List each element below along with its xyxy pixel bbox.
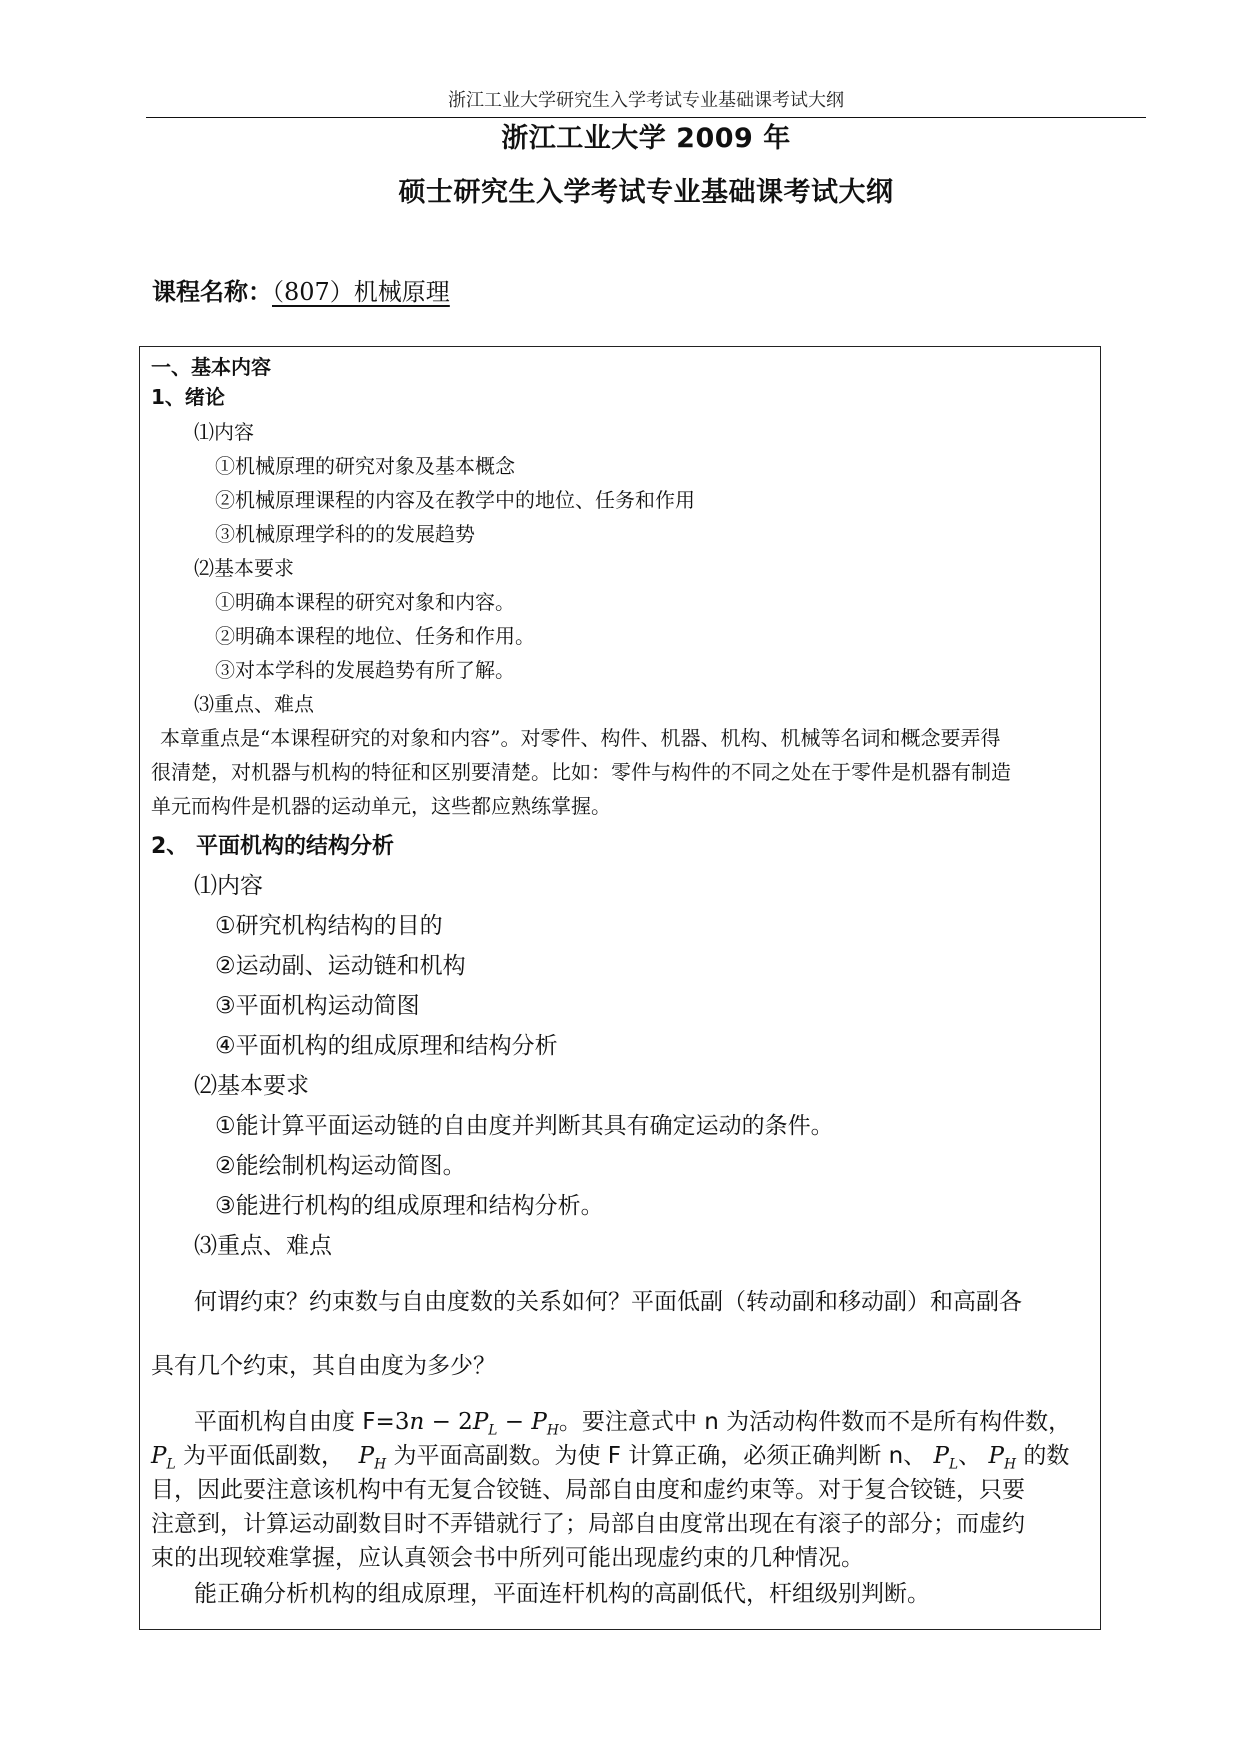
last-line: 能正确分析机构的组成原理，平面连杆机构的高副低代，杆组级别判断。: [194, 1581, 930, 1607]
question-line-2: 具有几个约束，其自由度为多少？: [151, 1353, 496, 1379]
ch2-content-title: ⑴内容: [194, 873, 263, 899]
ch1-key-line: 很清楚，对机器与机构的特征和区别要清楚。比如：零件与构件的不同之处在于零件是机器有制造: [151, 760, 1011, 784]
ch2-content-item: ③平面机构运动简图: [215, 993, 420, 1019]
ch2-req-item: ②能绘制机构运动简图。: [215, 1153, 466, 1179]
ch2-content-item: ②运动副、运动链和机构: [215, 953, 466, 979]
paragraph-line-4: 注意到，计算运动副数目时不弄错就行了；局部自由度常出现在有滚子的部分；而虚约: [151, 1511, 1025, 1537]
section-heading: 一、基本内容: [151, 355, 271, 379]
ch1-key-line: 本章重点是“本课程研究的对象和内容”。对零件、构件、机器、机构、机械等名词和概念要弄得: [160, 726, 1001, 750]
ch1-req-item: ③对本学科的发展趋势有所了解。: [215, 658, 515, 682]
ch1-content-item: ②机械原理课程的内容及在教学中的地位、任务和作用: [215, 488, 695, 512]
ch1-content-title: ⑴内容: [194, 420, 254, 444]
content-box: [139, 346, 1101, 1630]
paragraph-line-3: 目，因此要注意该机构中有无复合铰链、局部自由度和虚约束等。对于复合铰链，只要: [151, 1477, 1025, 1503]
question-line-1: 何谓约束？约束数与自由度数的关系如何？平面低副（转动副和移动副）和高副各: [194, 1289, 1022, 1315]
ch1-key-line: 单元而构件是机器的运动单元，这些都应熟练掌握。: [151, 794, 611, 818]
ch1-req-title: ⑵基本要求: [194, 556, 294, 580]
ch2-key-title: ⑶重点、难点: [194, 1233, 332, 1259]
title-line-2: 硕士研究生入学考试专业基础课考试大纲: [398, 177, 894, 208]
ch1-key-title: ⑶重点、难点: [194, 692, 314, 716]
ch2-content-item: ④平面机构的组成原理和结构分析: [215, 1033, 558, 1059]
formula-post: 。要注意式中 n 为活动构件数而不是所有构件数，: [558, 1409, 1072, 1435]
page-header: 浙江工业大学研究生入学考试专业基础课考试大纲: [448, 90, 844, 111]
title-line-1: 浙江工业大学 2009 年: [501, 123, 791, 154]
ch1-content-item: ①机械原理的研究对象及基本概念: [215, 454, 515, 478]
ch1-req-item: ②明确本课程的地位、任务和作用。: [215, 624, 535, 648]
paragraph-line-5: 束的出现较难掌握，应认真领会书中所列可能出现虚约束的几种情况。: [151, 1545, 864, 1571]
ch2-req-item: ③能进行机构的组成原理和结构分析。: [215, 1193, 604, 1219]
formula-pre: 平面机构自由度 F=: [194, 1409, 395, 1435]
chapter1-title: 1、绪论: [151, 385, 225, 409]
ch1-content-item: ③机械原理学科的的发展趋势: [215, 522, 475, 546]
course-name: [152, 272, 450, 307]
ch2-req-item: ①能计算平面运动链的自由度并判断其具有确定运动的条件。: [215, 1113, 834, 1139]
formula-line: 平面机构自由度 $F=3n - 2P_L - P_H$。要注意式中 n 为活动构件数而不是所有构件数，: [194, 1409, 1072, 1439]
ch1-req-item: ①明确本课程的研究对象和内容。: [215, 590, 515, 614]
chapter2-title: 2、 平面机构的结构分析: [151, 834, 394, 859]
ch2-req-title: ⑵基本要求: [194, 1073, 309, 1099]
course-value: （807）机械原理: [272, 278, 450, 306]
course-label: 课程名称：: [152, 278, 272, 306]
paragraph-line-2: $P_L$ 为平面低副数， $P_H$ 为平面高副数。为使 F 计算正确，必须正确判断 n、 $P_L$、 $P_H$ 的数: [151, 1443, 1070, 1473]
ch2-content-item: ①研究机构结构的目的: [215, 913, 443, 939]
